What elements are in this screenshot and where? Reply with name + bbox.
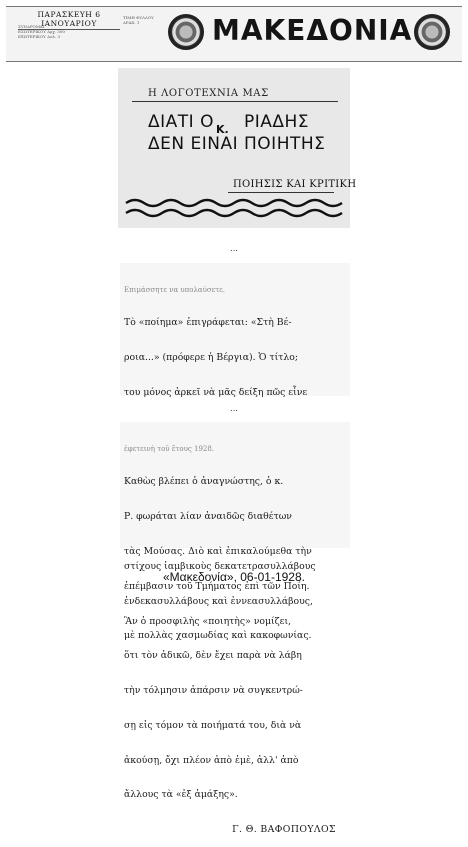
coin-emblem-icon [414,14,450,50]
text-line: σῃ εἰς τόμον τὰ ποιήματά του, διὰ νὰ [124,719,302,731]
masthead-subscription-info [18,24,120,39]
image-caption: «Μακεδονία», 06-01-1928. [163,570,305,584]
cut-text-line: ἐφετεινὴ τοῦ ἔτους 1928. [124,445,215,454]
headline-title-part: ΔΙΑΤΙ Ο [148,112,214,132]
divider [132,101,338,102]
text-line: Ρ. φωράται λίαν ἀναιδῶς διαθέτων [124,511,292,523]
text-line: ἐνδεκασυλλάβους καὶ ἐννεασυλλάβους, [124,595,313,607]
text-line: μὲ πολλὰς χασμωδίας καὶ κακοφωνίας. [124,630,312,642]
text-line: τὰς Μούσας. Διὸ καὶ ἐπικαλούμεθα τὴν [124,545,312,557]
masthead-price-info [123,15,163,25]
headline-title-line: ΔΕΝ ΕΙΝΑΙ ΠΟΙΗΤΗΣ [148,134,326,154]
text-line: ἐπέμβασιν τοῦ Τμήματος ἐπὶ τῶν Ποίη. [124,580,310,592]
text-line: Τὸ «ποίημα» ἐπιγράφεται: «Στὴ Βέ- [124,317,292,329]
text-line: τὴν τόλμησιν ἀπάρσιν νὰ συγκεντρώ- [124,685,303,697]
text-line: ὅτι τὸν ἀδικῶ, δὲν ἔχει παρὰ νὰ λάβη [124,650,302,662]
text-line: Καθὼς βλέπει ὁ ἀναγνώστης, ὁ κ. [124,476,284,488]
text-line: του μόνος ἀρκεῖ νὰ μᾶς δείξη πῶς εἶνε [124,386,308,398]
author-signature: Γ. Θ. ΒΑΦΟΠΟΥΛΟΣ [232,824,336,836]
wave-ornament [126,197,342,223]
masthead-date: ΠΑΡΑΣΚΕΥΗ 6 ΙΑΝΟΥΑΡΙΟΥ [18,10,120,30]
section-label: ΠΟΙΗΣΙΣ ΚΑΙ ΚΡΙΤΙΚΗ [233,179,357,190]
text-line: στίχους ἰαμβικοὺς δεκατετρασυλλάβους [124,560,316,572]
masthead-info-line: ΤΙΜΗ ΦΥΛΛΟΥ [123,15,154,20]
headline-title-part: Κ. [216,123,229,136]
text-line: ἀκούσῃ, ὄχι πλέον ἀπὸ ἐμὲ, ἀλλ' ἀπὸ [124,754,299,766]
masthead-info-line: ΕΣΩΤΕΡΙΚΟΥ Δρχ. 300 [18,29,65,34]
coin-emblem-icon [168,14,204,50]
text-line: ροια...» (πρόφερε ἡ Βέργια). Ὁ τίτλο; [124,352,299,364]
masthead-info-line: ΕΞΩΤΕΡΙΚΟΥ Δολ. 3 [18,34,61,39]
text-line: Ἂν ὁ προσφιλὴς «ποιητὴς» νομίζει, [124,615,292,627]
newspaper-title: ΜΑΚΕΔΟΝΙΑ [212,14,413,47]
omission-marker: ... [230,404,238,413]
headline-title-part: ΡΙΑΔΗΣ [244,112,310,132]
headline-kicker: Η ΛΟΓΟΤΕΧΝΙΑ ΜΑΣ [148,88,269,99]
masthead-info-line: ΔΡΑΧ. 1 [123,20,140,25]
omission-marker: ... [230,244,238,253]
cut-text-line: Επιμάσσητε να υπολαύσετε. [124,286,226,295]
masthead-info-line: ΣΥΝΔΡΟΜΑΙ [18,24,45,29]
divider [228,192,334,193]
text-line: ἄλλους τὰ «ἐξ ἀμάξης». [124,789,238,801]
